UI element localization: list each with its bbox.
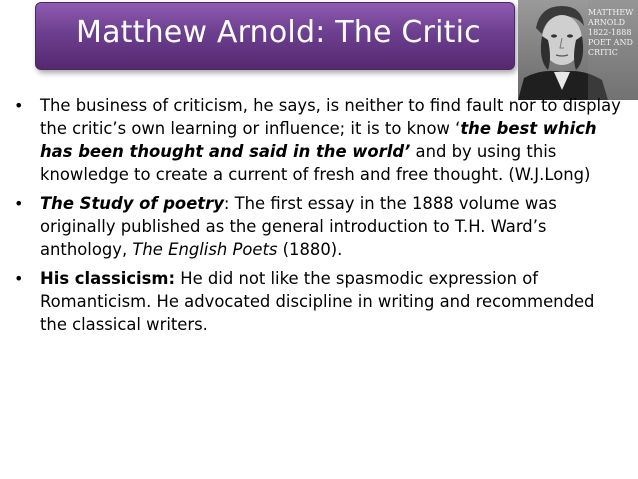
bullet-heading: The Study of poetry — [40, 194, 224, 213]
bullet-book-title: The English Poets — [132, 240, 278, 259]
bullet-quote: the best which has been thought and said in the world’ — [40, 119, 597, 161]
bullet-item-classicism — [10, 267, 625, 336]
bullet-text: He did not like the spasmodic expression of Romanticism. He advocated discipline in writing and recommended the classical writers. — [40, 269, 595, 334]
portrait-caption-line: MATTHEW — [588, 8, 634, 17]
portrait-caption-line: POET AND — [588, 38, 633, 47]
portrait-caption-line: CRITIC — [588, 48, 618, 57]
bullet-text: : The first essay in the 1888 volume was originally published as the general introduction to T.H. Ward’s anthology, — [40, 194, 557, 259]
bullet-heading: His classicism: — [40, 269, 176, 288]
bullet-icon: • — [14, 194, 24, 213]
title-bar — [35, 2, 515, 70]
bullet-item-study-of-poetry — [10, 192, 625, 261]
slide-title: Matthew Arnold: The Critic — [76, 15, 481, 50]
portrait-caption-line: ARNOLD — [588, 18, 626, 27]
portrait-caption-line: 1822-1888 — [588, 28, 632, 37]
bullet-icon: • — [14, 96, 24, 115]
bullet-text: (1880). — [277, 240, 343, 259]
bullet-list — [10, 94, 625, 336]
portrait-image — [518, 0, 638, 100]
bullet-item-criticism — [10, 94, 625, 186]
bullet-text: The business of criticism, he says, is neither to find fault nor to display the critic’s own learning or influence; it is to know ‘ — [40, 96, 621, 138]
bullet-text: and by using this knowledge to create a current of fresh and free thought. (W.J.Long) — [40, 142, 591, 184]
slide-body — [10, 94, 625, 342]
bullet-icon: • — [14, 269, 24, 288]
